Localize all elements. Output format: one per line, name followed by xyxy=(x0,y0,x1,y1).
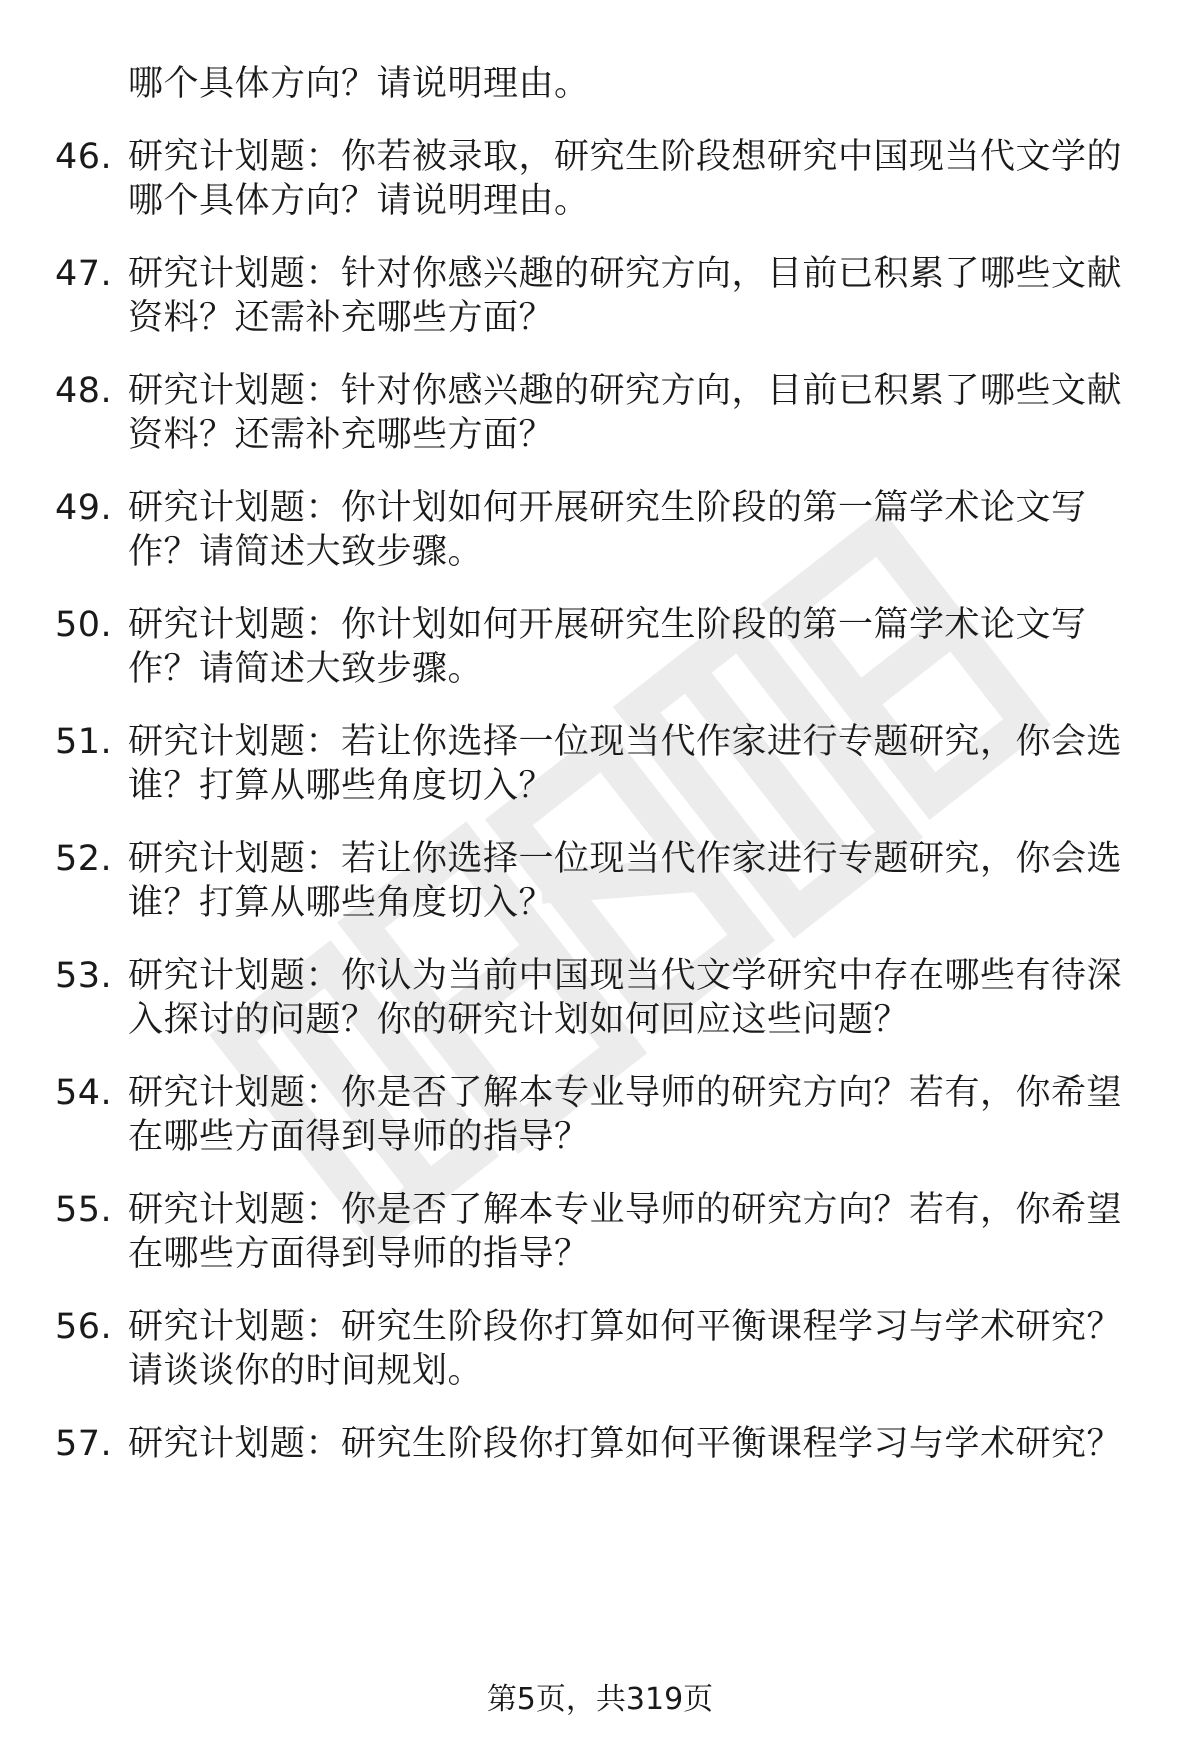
question-text-line1: 研究计划题：你计划如何开展研究生阶段的第一篇学术论文写 xyxy=(128,605,1087,645)
question-number: 54. xyxy=(55,1073,113,1113)
question-number: 51. xyxy=(55,722,113,762)
question-text-line2: 资料？还需补充哪些方面？ xyxy=(128,298,555,338)
question-text-line2: 入探讨的问题？你的研究计划如何回应这些问题？ xyxy=(128,1000,910,1040)
question-number: 49. xyxy=(55,488,113,528)
question-number: 55. xyxy=(55,1190,113,1230)
question-number: 46. xyxy=(55,137,113,177)
question-text-line1: 研究计划题：你认为当前中国现当代文学研究中存在哪些有待深 xyxy=(128,956,1123,996)
page-footer: 第5页，共319页 xyxy=(486,1682,714,1717)
question-text-line2: 资料？还需补充哪些方面？ xyxy=(128,415,555,455)
question-number: 50. xyxy=(55,605,113,645)
question-text-line1: 研究计划题：你是否了解本专业导师的研究方向？若有，你希望 xyxy=(128,1190,1123,1230)
question-text-line2: 谁？打算从哪些角度切入？ xyxy=(128,766,555,806)
question-text-line2: 哪个具体方向？请说明理由。 xyxy=(128,181,590,221)
question-text-line1: 研究计划题：研究生阶段你打算如何平衡课程学习与学术研究？ xyxy=(128,1307,1123,1347)
question-text-line2: 在哪些方面得到导师的指导？ xyxy=(128,1234,590,1274)
question-text-line1: 研究计划题：你计划如何开展研究生阶段的第一篇学术论文写 xyxy=(128,488,1087,528)
question-text-line1: 研究计划题：研究生阶段你打算如何平衡课程学习与学术研究？ xyxy=(128,1424,1123,1464)
question-number: 47. xyxy=(55,254,113,294)
question-number: 56. xyxy=(55,1307,113,1347)
question-number: 52. xyxy=(55,839,113,879)
question-text-line1: 研究计划题：你若被录取，研究生阶段想研究中国现当代文学的 xyxy=(128,137,1123,177)
question-text-line2: 作？请简述大致步骤。 xyxy=(128,649,484,689)
intro-continuation-text: 哪个具体方向？请说明理由。 xyxy=(128,64,590,104)
question-text-line1: 研究计划题：若让你选择一位现当代作家进行专题研究，你会选 xyxy=(128,839,1123,879)
question-text-line1: 研究计划题：你是否了解本专业导师的研究方向？若有，你希望 xyxy=(128,1073,1123,1113)
question-text-line2: 作？请简述大致步骤。 xyxy=(128,532,484,572)
question-text-line1: 研究计划题：针对你感兴趣的研究方向，目前已积累了哪些文献 xyxy=(128,254,1123,294)
question-number: 48. xyxy=(55,371,113,411)
question-text-line2: 在哪些方面得到导师的指导？ xyxy=(128,1117,590,1157)
question-number: 57. xyxy=(55,1424,113,1464)
question-text-line1: 研究计划题：针对你感兴趣的研究方向，目前已积累了哪些文献 xyxy=(128,371,1123,411)
question-text-line2: 谁？打算从哪些角度切入？ xyxy=(128,883,555,923)
question-text-line2: 请谈谈你的时间规划。 xyxy=(128,1351,484,1391)
question-number: 53. xyxy=(55,956,113,996)
question-text-line1: 研究计划题：若让你选择一位现当代作家进行专题研究，你会选 xyxy=(128,722,1123,762)
